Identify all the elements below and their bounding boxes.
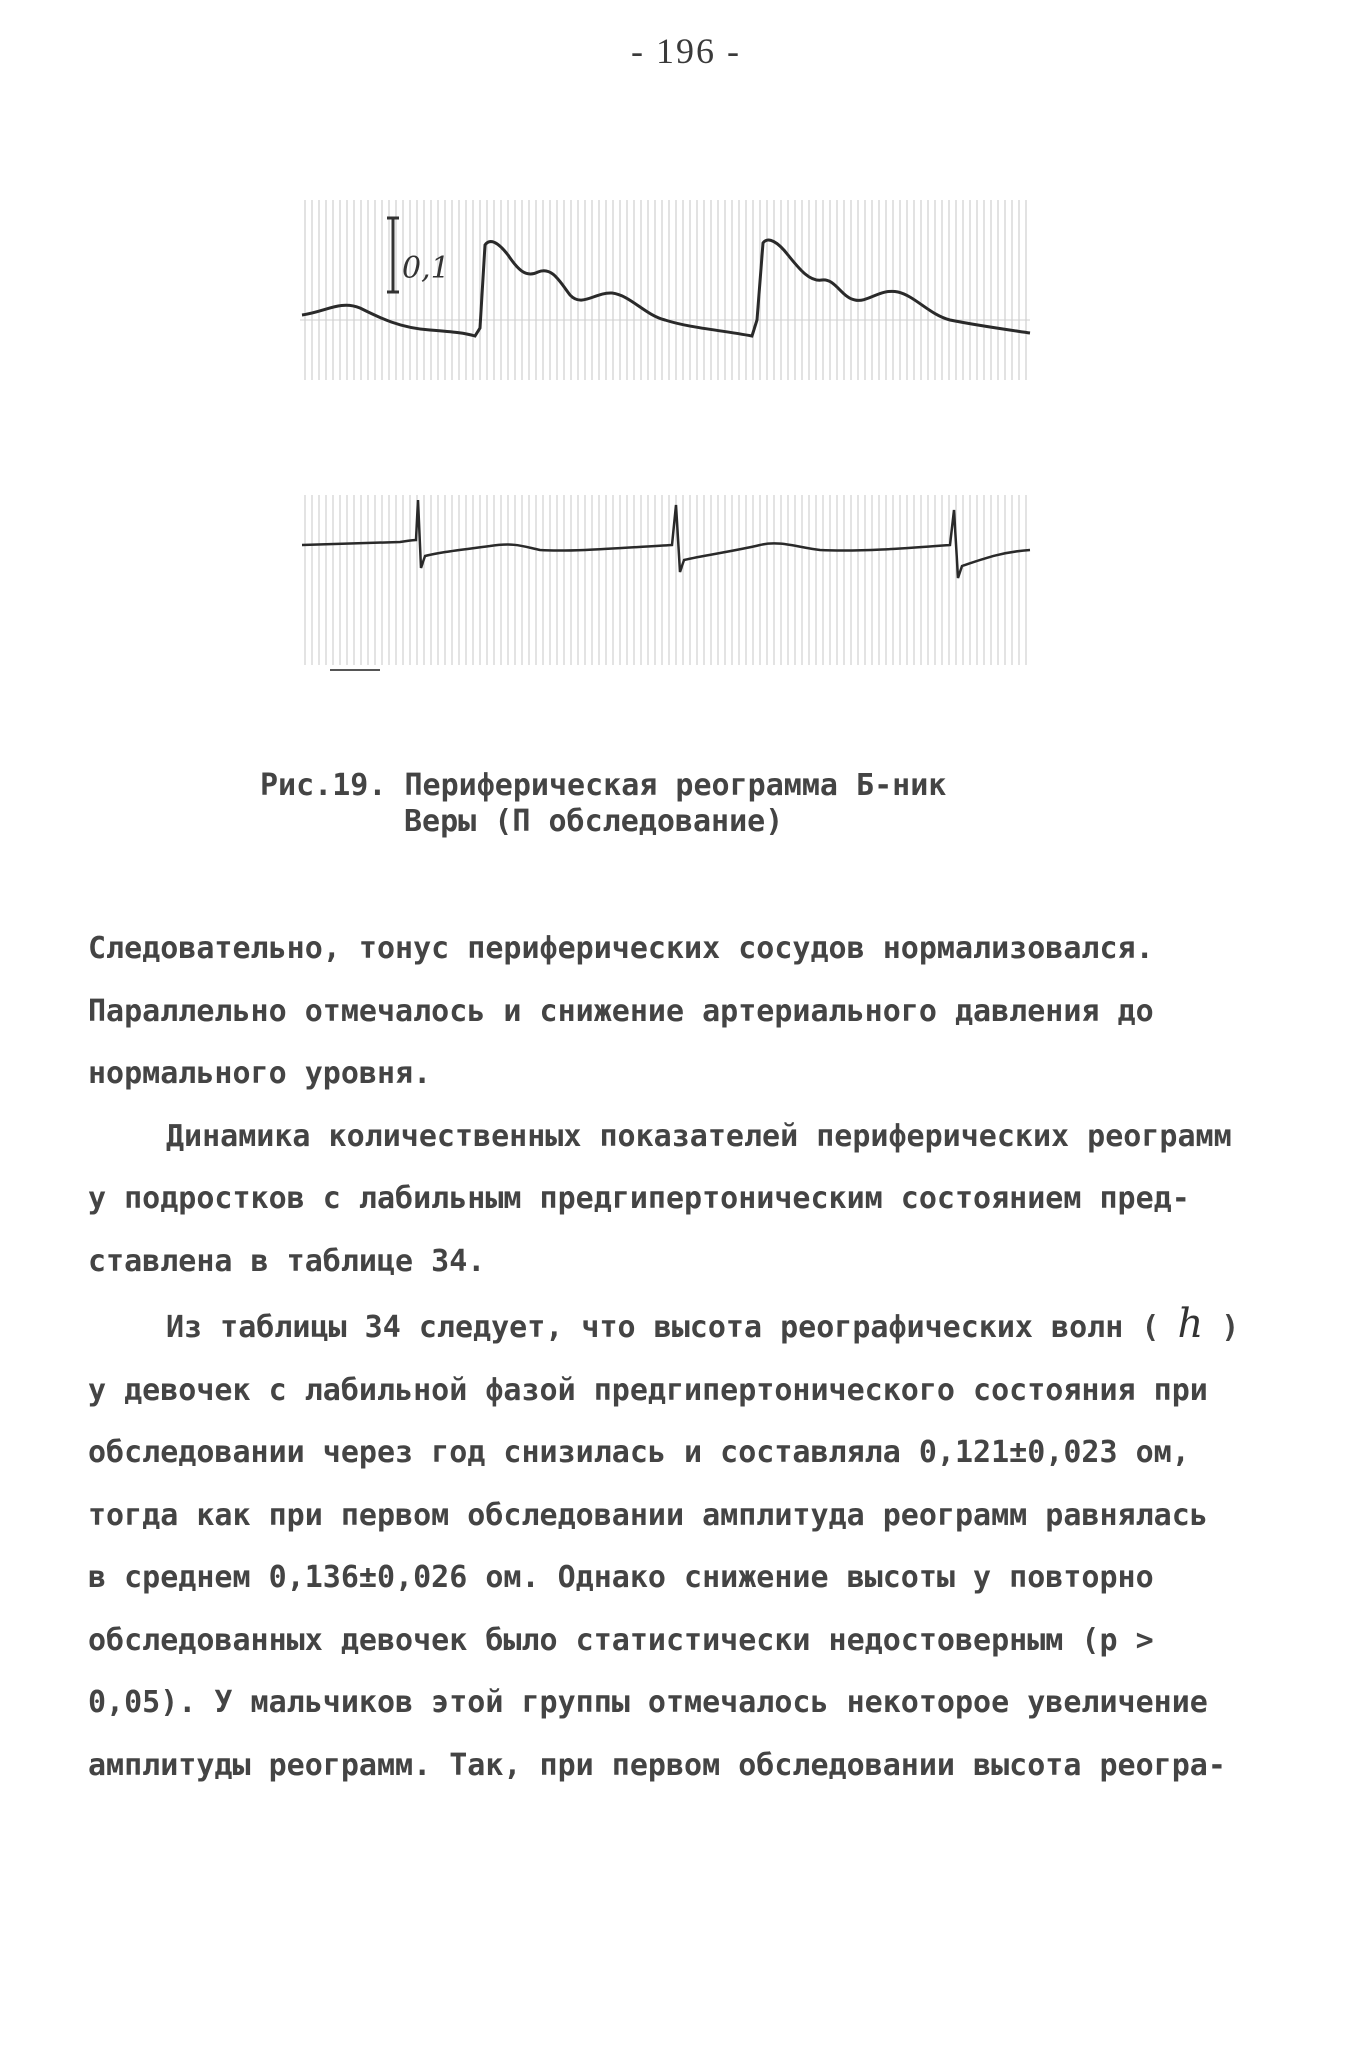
text-line: у подростков с лабильным предгипертоническим состоянием пред-	[88, 1181, 1190, 1216]
rheogram-figure	[290, 200, 1050, 680]
text-line: Следовательно, тонус периферических сосудов нормализовался.	[88, 931, 1154, 966]
text-line: нормального уровня.	[88, 1056, 432, 1091]
text-fragment: )	[1221, 1310, 1240, 1345]
text-line: ставлена в таблице 34.	[88, 1243, 486, 1279]
rheogram-grid	[300, 200, 1030, 380]
scale-label: 0,1	[402, 251, 450, 286]
body-text	[88, 918, 1308, 1797]
page-number: - 196 -	[631, 31, 741, 71]
text-line: тогда как при первом обследовании амплитуда реограмм равнялась	[88, 1497, 1208, 1533]
ecg-grid	[300, 495, 1030, 665]
text-line: обследованных девочек было статистически недостоверным (р >	[88, 1622, 1154, 1658]
figure-svg	[290, 200, 1050, 680]
caption-line-1: Рис.19. Периферическая реограмма Б-ник	[260, 768, 947, 803]
text-line: у девочек с лабильной фазой предгипертонического состояния при	[88, 1372, 1208, 1408]
text-line-with-symbol	[88, 1293, 1308, 1360]
text-line: в среднем 0,136±0,026 ом. Однако снижение высоты у повторно	[88, 1560, 1154, 1595]
rheogram-strip	[300, 200, 1030, 380]
text-fragment: Из таблицы 34 следует, что высота реографических волн (	[166, 1310, 1160, 1345]
text-line: 0,05). У мальчиков этой группы отмечалось некоторое увеличение	[88, 1685, 1208, 1720]
text-line: обследовании через год снизилась и составляла 0,121±0,023 ом,	[88, 1435, 1190, 1470]
caption-line-2: Веры (П обследование)	[404, 804, 784, 839]
ecg-strip	[300, 495, 1030, 670]
text-line: амплитуды реограмм. Так, при первом обследовании высота реогра-	[88, 1747, 1226, 1783]
height-symbol: h	[1177, 1301, 1204, 1347]
text-line: Динамика количественных показателей периферических реограмм	[166, 1118, 1232, 1154]
text-line: Параллельно отмечалось и снижение артериального давления до	[88, 993, 1154, 1029]
figure-caption	[260, 768, 1060, 840]
